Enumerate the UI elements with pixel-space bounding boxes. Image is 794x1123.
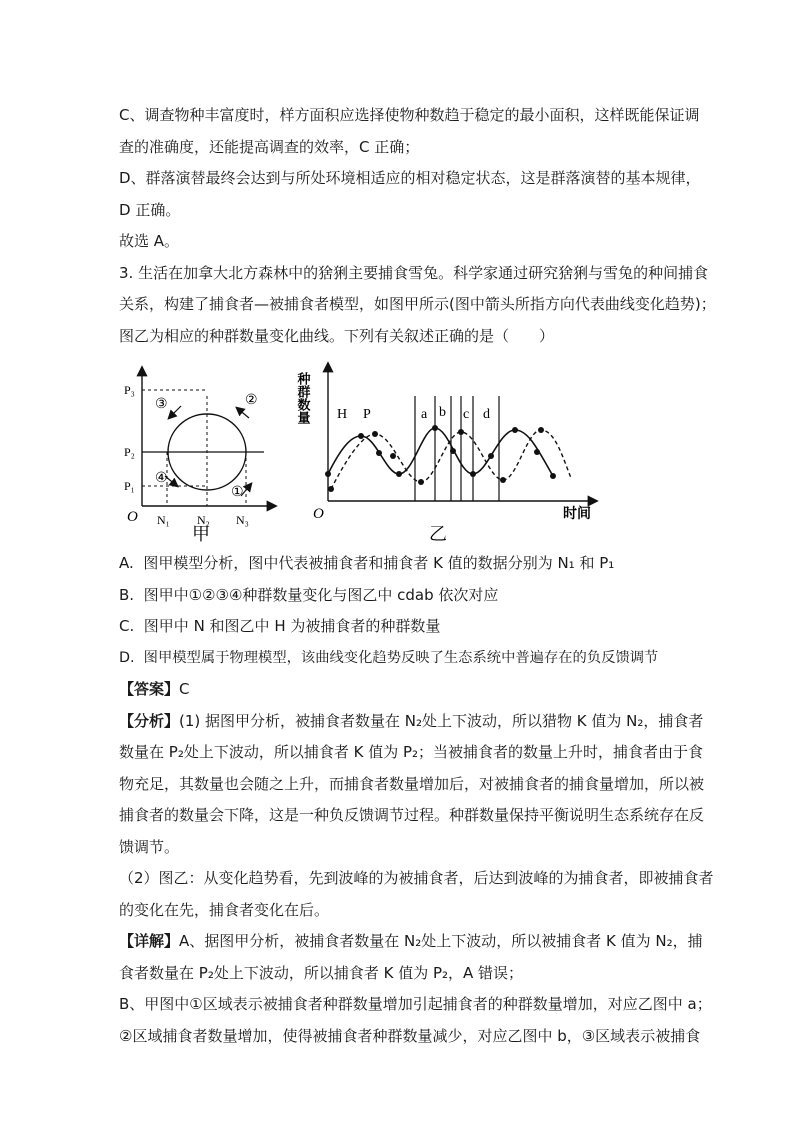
text-line: 的变化在先，捕食者变化在后。 [119,900,330,919]
text-line: 故选 A。 [119,232,180,250]
region-label: ④ [155,471,168,486]
text-line: 物充足，其数量也会随之上升，而捕食者数量增加后，对被捕食者的捕食量增加，所以被 [119,774,705,793]
text-line: D、群落演替最终会达到与所处环境相适应的相对稳定状态，这是群落演替的基本规律， [119,169,701,187]
option-letter: C. [119,617,135,635]
text-line: （2）图乙：从变化趋势看，先到波峰的为被捕食者，后达到波峰的为捕食者，即被捕食者 [119,869,714,887]
option-d [119,643,679,675]
analysis-text: (1) 据图甲分析，被捕食者数量在 N₂处上下波动，所以猎物 K 值为 N₂，捕食者 [179,711,704,730]
answer-line [119,674,679,706]
detail-text: A、据图甲分析，被捕食者数量在 N₂处上下波动，所以被捕食者 K 值为 N₂，捕 [179,932,703,950]
curve-label-p: P [363,407,371,422]
figure-caption: 甲 [192,524,210,544]
option-text: 图甲模型分析，图中代表被捕食者和捕食者 K 值的数据分别为 N₁ 和 P₁ [143,554,615,572]
segment-label: b [439,405,446,420]
text-line: 馈调节。 [119,837,180,856]
y-tick-label: P₂ [124,445,135,459]
text-line: 食者数量在 P₂处上下波动，所以捕食者 K 值为 P₂，A 错误； [119,963,524,982]
detail-tag: 【详解】 [119,932,180,950]
x-axis-label: 时间 [563,507,591,522]
text-line: 数量在 P₂处上下波动，所以捕食者 K 值为 P₂；当被捕食者的数量上升时，捕食者由于食 [119,743,704,761]
option-b [119,580,679,612]
option-a [119,548,679,580]
intro-paragraph [119,100,701,258]
text-line: ②区域捕食者数量增加，使得被捕食者种群数量减少，对应乙图中 b，③区域表示被捕食 [119,1026,701,1045]
segment-label: a [421,407,428,422]
y-tick-label: P₃ [124,383,135,397]
region-label: ① [231,485,244,500]
answer-value: C [179,680,190,698]
text-line: 图乙为相应的种群数量变化曲线。下列有关叙述正确的是（ ） [119,326,555,345]
curve-label-h: H [337,407,348,422]
x-tick-label: N₁ [157,513,170,527]
detail-section [119,926,712,1052]
segment-label: d [483,407,490,422]
figures [119,356,679,544]
text-line: 捕食者的数量会下降，这是一种负反馈调节过程。种群数量保持平衡说明生态系统存在反 [119,806,705,824]
region-label: ③ [155,397,168,412]
origin-label: O [313,506,324,522]
text-line [119,706,704,738]
text-line: 查的准确度，还能提高调查的效率，C 正确； [119,137,420,156]
y-tick-label: P₁ [124,479,135,493]
analysis-section [119,706,714,927]
document-page [119,100,716,1052]
option-text: 图甲中 N 和图乙中 H 为被捕食者的种群数量 [143,617,441,635]
options [119,548,679,674]
x-tick-label: N₃ [236,513,249,527]
answer-tag: 【答案】 [119,680,180,698]
option-letter: A. [119,554,134,572]
text-line: C、调查物种丰富度时，样方面积应选择使物种数趋于稳定的最小面积，这样既能保证调 [119,106,700,124]
figure-caption: 乙 [429,524,447,544]
figure-jia [119,356,279,544]
option-letter: B. [119,585,135,604]
text-line: D 正确。 [119,200,181,219]
question-stem [119,258,716,353]
text-line: B、甲图中①区域表示被捕食者种群数量增加引起捕食者的种群数量增加，对应乙图中 a； [119,995,712,1013]
region-label: ② [245,393,258,408]
option-c [119,611,679,643]
figure-yi [295,356,601,544]
y-axis-label: 种群数量 [295,372,311,424]
x-tick-label: N₂ [197,513,210,527]
option-text: 图甲模型属于物理模型，该曲线变化趋势反映了生态系统中普遍存在的负反馈调节 [143,649,659,666]
text-line [119,926,703,958]
origin-label: O [127,509,138,525]
option-letter: D. [119,649,135,666]
segment-label: c [463,407,470,422]
option-text: 图甲中①②③④种群数量变化与图乙中 cdab 依次对应 [143,585,499,604]
text-line: 关系，构建了捕食者—被捕食者模型，如图甲所示(图中箭头所指方向代表曲线变化趋势)； [119,295,716,313]
text-line: 3. 生活在加拿大北方森林中的猞猁主要捕食雪兔。科学家通过研究猞猁与雪兔的种间捕食 [119,263,709,282]
analysis-tag: 【分析】 [119,711,180,730]
